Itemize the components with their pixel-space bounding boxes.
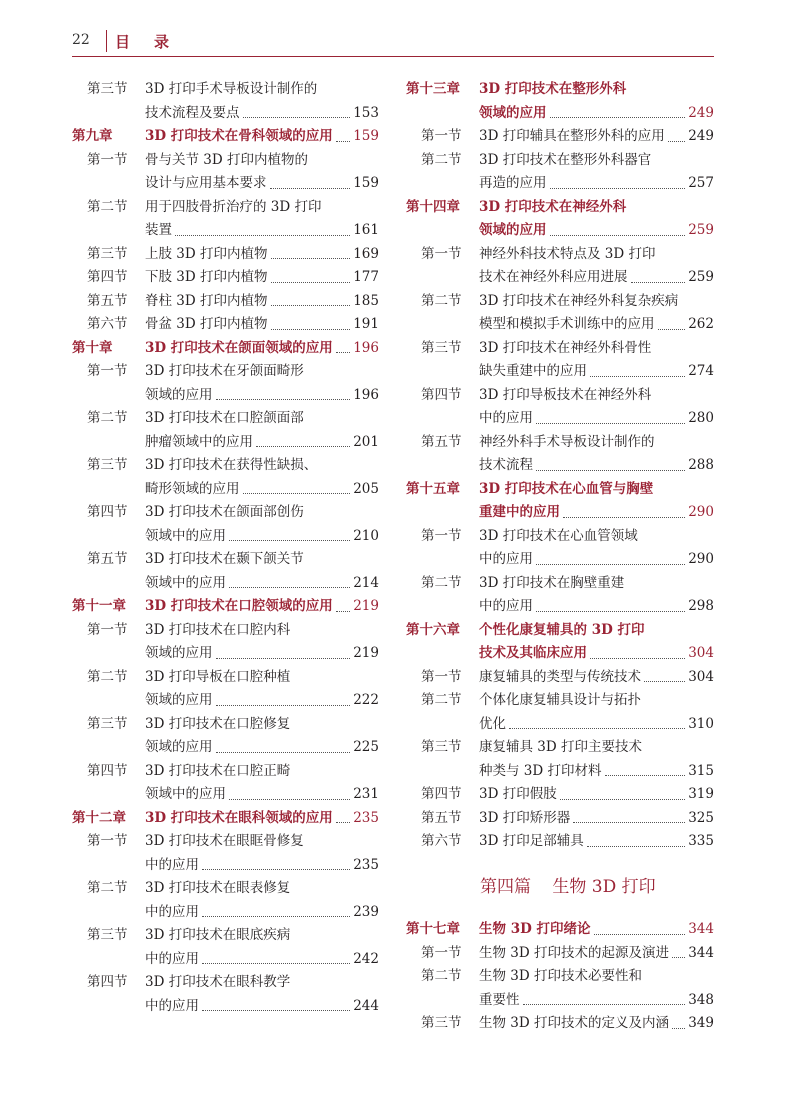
toc-section[interactable] [406,965,714,1012]
page-ref: 280 [686,407,714,431]
section-title: 3D 打印技术在眼眶骨修复 [145,833,304,849]
section-title: 3D 打印技术在牙颌面畸形 [145,363,304,379]
section-title: 3D 打印技术在口腔正畸 [145,762,291,779]
toc-section[interactable] [72,548,379,595]
dot-leader [587,845,685,847]
chapter-title: 3D 打印技术在神经外科 [479,198,627,215]
dot-leader [216,657,350,659]
section-title: 个体化康复辅具设计与拓扑 [479,692,641,708]
section-number: 第四节 [421,386,462,403]
page-ref: 259 [686,266,714,290]
dot-leader [216,751,350,753]
dot-leader [336,610,350,612]
header-title: 目录 [115,33,194,51]
page-ref: 304 [686,642,714,666]
dot-leader [672,1027,685,1029]
section-number: 第五节 [421,433,462,450]
page-ref: 159 [351,125,379,149]
dot-leader [550,234,685,236]
dot-leader [523,1003,685,1005]
dot-leader [216,398,350,400]
toc-section[interactable] [72,501,379,548]
dot-leader [536,469,685,471]
toc-right-column-part4 [406,918,714,1036]
toc-section[interactable] [406,807,714,831]
section-title: 骨与关节 3D 打印内植物的 [145,151,308,168]
page-ref: 298 [686,595,714,619]
chapter-title: 个性化康复辅具的 3D 打印 [479,621,645,638]
section-number: 第二节 [421,692,462,708]
toc-section[interactable] [406,125,714,149]
page-ref: 349 [686,1012,714,1036]
page-ref: 249 [686,102,714,126]
page-ref: 210 [351,525,379,549]
toc-section[interactable] [406,1012,714,1036]
section-number: 第一节 [421,245,462,262]
chapter-title: 生物 3D 打印绪论 [479,921,591,937]
section-number: 第三节 [87,927,128,943]
toc-section[interactable] [72,78,379,125]
chapter-title: 领域的应用 [479,104,547,121]
section-title: 生物 3D 打印技术必要性和 [479,968,642,984]
section-number: 第四节 [87,269,128,285]
section-number: 第四节 [87,974,128,990]
toc-section[interactable] [406,243,714,290]
section-number: 第六节 [421,833,462,849]
section-number: 第一节 [87,363,128,379]
page-ref: 290 [686,548,714,572]
section-number: 第一节 [421,128,462,144]
dot-leader [271,304,350,306]
section-title: 神经外科技术特点及 3D 打印 [479,245,656,262]
section-number: 第三节 [87,245,128,262]
page-ref: 259 [686,219,714,243]
page-ref: 257 [686,172,714,196]
section-title: 中的应用 [145,856,199,873]
page-ref: 159 [351,172,379,196]
section-title: 3D 打印矫形器 [479,809,571,826]
page-ref: 219 [351,642,379,666]
section-title: 3D 打印技术在颞下颌关节 [145,551,304,567]
toc-chapter[interactable] [406,918,714,942]
header-rule [72,56,714,57]
section-title: 中的应用 [479,598,533,614]
dot-leader [271,257,350,259]
part-title: 生物 3D 打印 [552,877,656,897]
section-title: 技术流程及要点 [145,104,240,121]
section-number: 第三节 [421,339,462,356]
toc-section[interactable] [72,924,379,971]
section-number: 第三节 [87,457,128,473]
section-title: 优化 [479,715,506,732]
toc-section[interactable] [72,619,379,666]
section-number: 第三节 [87,81,128,97]
dot-leader [243,492,350,494]
section-title: 脊柱 3D 打印内植物 [145,292,268,309]
page-ref: 348 [686,989,714,1013]
page-ref: 169 [351,243,379,267]
chapter-title: 技术及其临床应用 [479,645,587,661]
toc-section[interactable] [72,360,379,407]
page-ref: 315 [686,760,714,784]
section-title: 3D 打印导板技术在神经外科 [479,386,652,403]
section-number: 第二节 [87,880,128,896]
section-title: 3D 打印技术在颌面部创伤 [145,504,304,520]
toc-section[interactable] [406,149,714,196]
page-ref: 235 [351,854,379,878]
section-number: 第一节 [421,668,462,685]
page-ref: 325 [686,807,714,831]
section-number: 第三节 [421,1015,462,1031]
section-title: 下肢 3D 打印内植物 [145,269,268,285]
section-title: 领域的应用 [145,645,213,661]
section-title: 肿瘤领域中的应用 [145,433,253,450]
page-ref: 222 [351,689,379,713]
dot-leader [536,422,685,424]
chapter-number: 第十五章 [406,480,460,497]
toc-section[interactable] [406,666,714,690]
section-title: 领域中的应用 [145,786,226,802]
toc-section[interactable] [406,384,714,431]
dot-leader [270,187,350,189]
chapter-title: 3D 打印技术在眼科领域的应用 [145,809,333,826]
section-title: 中的应用 [145,997,199,1014]
section-number: 第五节 [87,292,128,309]
section-title: 中的应用 [479,551,533,567]
section-title: 种类与 3D 打印材料 [479,762,602,779]
toc-section[interactable] [406,431,714,478]
page-ref: 214 [351,572,379,596]
chapter-number: 第十七章 [406,921,460,937]
section-number: 第二节 [87,410,128,426]
section-title: 3D 打印技术在口腔颌面部 [145,410,304,426]
section-number: 第一节 [421,527,462,544]
section-title: 3D 打印技术在眼科教学 [145,974,291,990]
section-title: 重要性 [479,991,520,1008]
section-title: 3D 打印足部辅具 [479,833,584,849]
section-number: 第二节 [421,292,462,309]
section-title: 3D 打印技术在眼底疾病 [145,927,291,943]
page-ref: 161 [351,219,379,243]
page-ref: 235 [351,807,379,831]
header-divider [106,30,107,52]
section-title: 3D 打印技术在胸壁重建 [479,574,625,591]
section-number: 第四节 [87,504,128,520]
section-title: 领域的应用 [145,739,213,755]
section-number: 第一节 [87,833,128,849]
section-number: 第三节 [421,739,462,755]
toc-section[interactable] [72,666,379,713]
page-ref: 319 [686,783,714,807]
section-title: 技术流程 [479,457,533,473]
section-title: 设计与应用基本要求 [145,175,267,191]
dot-leader [536,610,685,612]
toc-section[interactable] [72,149,379,196]
dot-leader [631,281,685,283]
chapter-title: 3D 打印技术在心血管与胸壁 [479,480,654,497]
page-ref: 153 [351,102,379,126]
chapter-title: 重建中的应用 [479,504,560,520]
section-title: 中的应用 [479,410,533,426]
page-ref: 196 [351,384,379,408]
toc-section[interactable] [406,783,714,807]
page-ref: 304 [686,666,714,690]
toc-chapter[interactable] [406,619,714,666]
dot-leader [668,140,685,142]
toc-section[interactable] [72,290,379,314]
page-ref: 196 [351,337,379,361]
section-title: 3D 打印手术导板设计制作的 [145,81,318,97]
toc-chapter[interactable] [72,807,379,831]
chapter-title: 3D 打印技术在骨科领域的应用 [145,128,333,144]
section-title: 康复辅具 3D 打印主要技术 [479,739,642,755]
chapter-number: 第十章 [72,339,113,356]
page-ref: 205 [351,478,379,502]
dot-leader [256,445,350,447]
section-title: 骨盆 3D 打印内植物 [145,316,268,332]
toc-section[interactable] [406,572,714,619]
toc-section[interactable] [72,407,379,454]
section-title: 再造的应用 [479,175,547,191]
toc-section[interactable] [72,760,379,807]
page-ref: 239 [351,901,379,925]
toc-section[interactable] [72,830,379,877]
dot-leader [202,868,350,870]
toc-chapter[interactable] [72,337,379,361]
page-ref: 335 [686,830,714,854]
section-number: 第五节 [421,809,462,826]
dot-leader [243,116,350,118]
section-number: 第二节 [87,198,128,215]
dot-leader [336,351,350,353]
dot-leader [563,516,685,518]
page-ref: 177 [351,266,379,290]
page-ref: 290 [686,501,714,525]
toc-section[interactable] [406,736,714,783]
dot-leader [229,539,350,541]
section-number: 第三节 [87,715,128,732]
dot-leader [590,375,685,377]
dot-leader [658,328,685,330]
section-title: 3D 打印技术在获得性缺损、 [145,457,318,473]
section-number: 第一节 [421,944,462,961]
section-number: 第一节 [87,151,128,168]
section-title: 3D 打印技术在眼表修复 [145,880,291,896]
dot-leader [271,281,350,283]
page-ref: 249 [686,125,714,149]
chapter-title: 3D 打印技术在口腔领域的应用 [145,598,333,614]
chapter-title: 领域的应用 [479,222,547,238]
dot-leader [550,116,685,118]
section-title: 3D 打印假肢 [479,786,557,802]
dot-leader [509,727,685,729]
dot-leader [336,140,350,142]
toc-chapter[interactable] [72,595,379,619]
dot-leader [672,956,685,958]
section-title: 3D 打印技术在神经外科复杂疾病 [479,292,679,309]
section-number: 第二节 [421,574,462,591]
part-label: 第四篇 [480,877,531,897]
section-title: 中的应用 [145,950,199,967]
section-title: 生物 3D 打印技术的起源及演进 [479,944,669,961]
chapter-number: 第十六章 [406,621,460,638]
page-ref: 262 [686,313,714,337]
dot-leader [573,821,685,823]
dot-leader [202,1009,350,1011]
toc-section[interactable] [72,877,379,924]
section-title: 领域的应用 [145,386,213,403]
section-title: 3D 打印技术在口腔内科 [145,621,291,638]
toc-section[interactable] [72,313,379,337]
section-title: 畸形领域的应用 [145,480,240,497]
toc-section[interactable] [72,454,379,501]
dot-leader [202,962,350,964]
dot-leader [594,933,685,935]
toc-left-column [72,78,379,1018]
toc-section[interactable] [406,337,714,384]
dot-leader [590,657,685,659]
section-title: 装置 [145,222,172,238]
toc-section[interactable] [72,971,379,1018]
dot-leader [229,798,350,800]
dot-leader [644,680,685,682]
section-title: 用于四肢骨折治疗的 3D 打印 [145,198,322,215]
section-title: 技术在神经外科应用进展 [479,269,628,285]
chapter-number: 第十一章 [72,598,126,614]
dot-leader [336,821,350,823]
section-title: 中的应用 [145,903,199,920]
chapter-number: 第十四章 [406,198,460,215]
dot-leader [216,704,350,706]
toc-section[interactable] [72,713,379,760]
page-ref: 244 [351,995,379,1019]
dot-leader [229,586,350,588]
section-number: 第四节 [421,786,462,802]
section-title: 领域的应用 [145,692,213,708]
toc-section[interactable] [72,243,379,267]
section-title: 领域中的应用 [145,574,226,591]
chapter-title: 3D 打印技术在颌面领域的应用 [145,339,333,356]
dot-leader [550,187,685,189]
section-number: 第五节 [87,551,128,567]
chapter-number: 第九章 [72,128,113,144]
page-ref: 310 [686,713,714,737]
dot-leader [536,563,685,565]
toc-section[interactable] [406,830,714,854]
toc-chapter[interactable] [406,78,714,125]
dot-leader [271,328,350,330]
toc-section[interactable] [406,689,714,736]
chapter-number: 第十三章 [406,81,460,97]
section-title: 3D 打印技术在神经外科骨性 [479,339,652,356]
section-title: 3D 打印技术在整形外科器官 [479,151,652,168]
section-title: 3D 打印技术在心血管领域 [479,527,638,544]
section-number: 第二节 [421,968,462,984]
section-title: 上肢 3D 打印内植物 [145,245,268,262]
page-ref: 191 [351,313,379,337]
dot-leader [605,774,685,776]
dot-leader [560,798,685,800]
toc-chapter[interactable] [406,478,714,525]
dot-leader [202,915,350,917]
toc-section[interactable] [72,266,379,290]
page-header [72,26,714,56]
page-ref: 219 [351,595,379,619]
toc-chapter[interactable] [72,125,379,149]
page-ref: 344 [686,942,714,966]
toc-section[interactable] [406,290,714,337]
section-title: 康复辅具的类型与传统技术 [479,668,641,685]
section-number: 第六节 [87,316,128,332]
section-title: 模型和模拟手术训练中的应用 [479,316,655,332]
chapter-title: 3D 打印技术在整形外科 [479,81,627,97]
page-ref: 274 [686,360,714,384]
toc-chapter[interactable] [406,196,714,243]
toc-section[interactable] [406,942,714,966]
dot-leader [175,234,350,236]
section-title: 神经外科手术导板设计制作的 [479,433,655,450]
section-title: 3D 打印导板在口腔种植 [145,668,291,685]
part-heading [480,872,672,897]
page-ref: 185 [351,290,379,314]
page-ref: 225 [351,736,379,760]
section-number: 第二节 [421,151,462,168]
page-ref: 242 [351,948,379,972]
page-ref: 288 [686,454,714,478]
section-number: 第二节 [87,668,128,685]
section-number: 第四节 [87,762,128,779]
section-title: 缺失重建中的应用 [479,363,587,379]
section-title: 3D 打印辅具在整形外科的应用 [479,128,665,144]
page-ref: 344 [686,918,714,942]
page-ref: 231 [351,783,379,807]
page-number: 22 [72,32,90,48]
page-ref: 201 [351,431,379,455]
toc-section[interactable] [72,196,379,243]
section-number: 第一节 [87,621,128,638]
toc-right-column [406,78,714,854]
toc-section[interactable] [406,525,714,572]
chapter-number: 第十二章 [72,809,126,826]
section-title: 生物 3D 打印技术的定义及内涵 [479,1015,669,1031]
section-title: 3D 打印技术在口腔修复 [145,715,291,732]
section-title: 领域中的应用 [145,527,226,544]
